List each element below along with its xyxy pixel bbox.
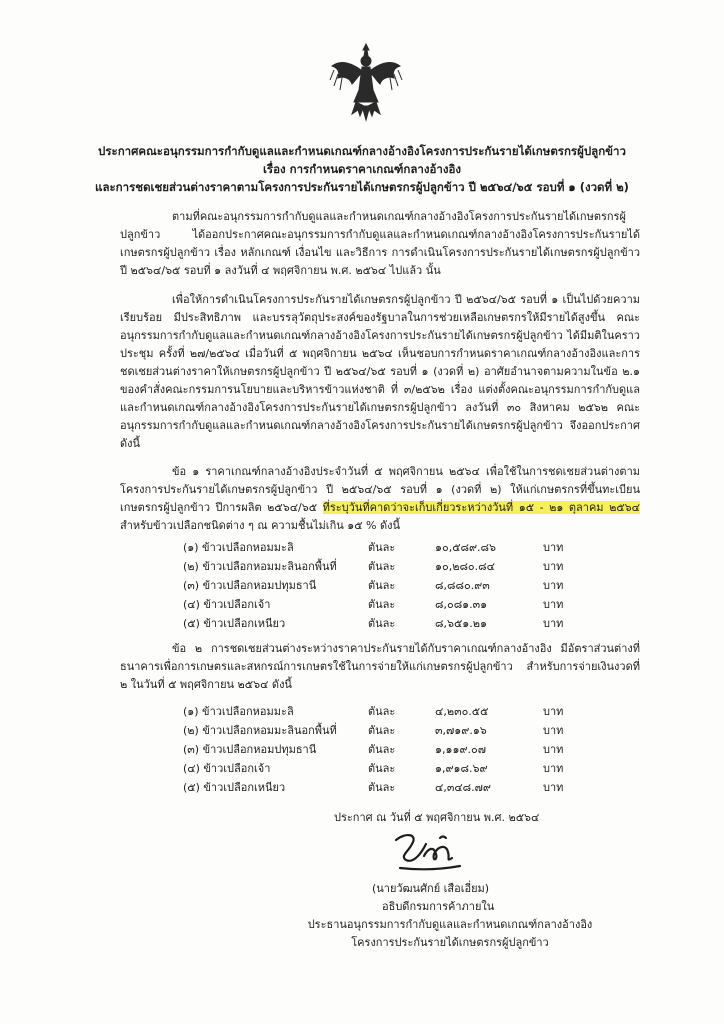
rice-type: (๕) ข้าวเปลือกเหนียว — [183, 617, 286, 630]
rice-type: (๓) ข้าวเปลือกหอมปทุมธานี — [183, 579, 317, 592]
compensation: ๑,๑๑๙.๐๗ — [435, 743, 486, 756]
highlighted-harvest-dates: ที่ระบุวันที่คาดว่าจะเก็บเกี่ยวระหว่างวันที่ ๑๕ - ๒๑ ตุลาคม ๒๕๖๔ — [322, 501, 640, 514]
unit: ตันละ — [368, 781, 396, 794]
unit: ตันละ — [368, 743, 396, 756]
clause-2 — [120, 640, 640, 696]
paragraph-preamble-text: ตามที่คณะอนุกรรมการกำกับดูแลและกำหนดเกณฑ์กลางอ้างอิงโครงการประกันรายได้เกษตรกรผู้ปลูกข้าว ได้ออกประกาศคณะอนุกรรมการกำกับดูแลและกำหนดเกณฑ์กลางอ้างอิงโครงการประกันรายได้เกษตรกรผู้ปลูกข้าว เรื่อง หลักเกณฑ์ เงื่อนไข และวิธีการ การดำเนินโครงการประกันรายได้เกษตรกรผู้ปลูกข้าว ปี ๒๕๖๔/๖๕ รอบที่ ๑ ลงวันที่ ๔ พฤศจิกายน พ.ศ. ๒๕๖๔ ไปแล้ว นั้น — [120, 210, 640, 277]
currency: บาท — [543, 617, 564, 630]
currency: บาท — [543, 560, 564, 573]
compensation: ๔,๓๔๘.๗๙ — [435, 781, 491, 794]
clause-1-tail: สำหรับข้าวเปลือกชนิดต่าง ๆ ณ ความชื้นไม่เกิน ๑๕ % ดังนี้ — [120, 519, 401, 532]
rice-type: (๔) ข้าวเปลือกเจ้า — [183, 598, 271, 611]
currency: บาท — [543, 598, 564, 611]
rice-type: (๒) ข้าวเปลือกหอมมะลินอกพื้นที่ — [183, 560, 337, 573]
clause-1-text: ข้อ ๑ ราคาเกณฑ์กลางอ้างอิงประจำวันที่ ๕ พฤศจิกายน ๒๕๖๔ เพื่อใช้ในการชดเชยส่วนต่างตามโครงการประกันรายได้เกษตรกรผู้ปลูกข้าว ปี ๒๕๖๔/๖๕ รอบที่ ๑ (งวดที่ ๒) ให้แก่เกษตรกรที่ขึ้นทะเบียนเกษตรกรผู้ปลูกข้าว ปีการผลิต ๒๕๖๔/๖๕ — [120, 465, 640, 514]
clause-1 — [120, 463, 640, 535]
handwritten-signature — [388, 826, 468, 874]
price: ๘,๘๘๐.๙๓ — [435, 579, 490, 592]
currency: บาท — [543, 724, 564, 737]
currency: บาท — [543, 579, 564, 592]
rice-type: (๒) ข้าวเปลือกหอมมะลินอกพื้นที่ — [183, 724, 337, 737]
title-line-1: ประกาศคณะอนุกรรมการกำกับดูแลและกำหนดเกณฑ์กลางอ้างอิงโครงการประกันรายได้เกษตรกรผู้ปลูกข้าว — [98, 144, 626, 158]
unit: ตันละ — [368, 705, 396, 718]
rice-type: (๔) ข้าวเปลือกเจ้า — [183, 762, 271, 775]
price: ๑๐,๒๘๐.๘๔ — [435, 560, 495, 573]
signer-title: อธิบดีกรมการค้าภายใน — [382, 900, 495, 913]
compensation: ๑,๙๑๘.๖๙ — [435, 762, 488, 775]
price: ๘,๖๕๑.๒๑ — [435, 617, 488, 630]
price: ๑๐,๕๘๙.๘๖ — [435, 541, 497, 554]
signer-name: (นายวัฒนศักย์ เสือเอี่ยม) — [372, 882, 490, 895]
signer-project: โครงการประกันรายได้เกษตรกรผู้ปลูกข้าว — [351, 936, 549, 949]
currency: บาท — [543, 705, 564, 718]
clause-2-text: ข้อ ๒ การชดเชยส่วนต่างระหว่างราคาประกันรายได้กับราคาเกณฑ์กลางอ้างอิง มีอัตราส่วนต่างที่ธนาคารเพื่อการเกษตรและสหกรณ์การเกษตรใช้ในการจ่ายให้แก่เกษตรกรผู้ปลูกข้าว สำหรับการจ่ายเงินงวดที่ ๒ ในวันที่ ๕ พฤศจิกายน ๒๕๖๔ ดังนี้ — [120, 642, 640, 691]
paragraph-resolution — [120, 291, 640, 453]
currency: บาท — [543, 743, 564, 756]
rice-type: (๑) ข้าวเปลือกหอมมะลิ — [183, 541, 294, 554]
unit: ตันละ — [368, 598, 396, 611]
garuda-emblem-icon — [328, 40, 404, 122]
paragraph-resolution-text: เพื่อให้การดำเนินโครงการประกันรายได้เกษตรกรผู้ปลูกข้าว ปี ๒๕๖๔/๖๕ รอบที่ ๑ เป็นไปด้วยความเรียบร้อย มีประสิทธิภาพ และบรรลุวัตถุประสงค์ของรัฐบาลในการช่วยเหลือเกษตรกรให้มีรายได้สูงขึ้น คณะอนุกรรมการกำกับดูแลและกำหนดเกณฑ์กลางอ้างอิงโครงการประกันรายได้เกษตรกรผู้ปลูกข้าว ได้มีมติในคราวประชุม ครั้งที่ ๒๗/๒๕๖๔ เมื่อวันที่ ๕ พฤศจิกายน ๒๕๖๔ เห็นชอบการกำหนดราคาเกณฑ์กลางอ้างอิงและการชดเชยส่วนต่างราคาให้เกษตรกรผู้ปลูกข้าว ปี ๒๕๖๔/๖๕ รอบที่ ๑ (งวดที่ ๒) อาศัยอำนาจตามความในข้อ ๒.๑ ของคำสั่งคณะกรรมการนโยบายและบริหารข้าวแห่งชาติ ที่ ๓/๒๕๖๒ เรื่อง แต่งตั้งคณะอนุกรรมการกำกับดูแลและกำหนดเกณฑ์กลางอ้างอิงโครงการประกันรายได้เกษตรกรผู้ปลูกข้าว ลงวันที่ ๓๐ สิงหาคม ๒๕๖๒ คณะอนุกรรมการกำกับดูแลและกำหนดเกณฑ์กลางอ้างอิงโครงการประกันรายได้เกษตรกรผู้ปลูกข้าว จึงออกประกาศ ดังนี้ — [120, 293, 640, 450]
unit: ตันละ — [368, 724, 396, 737]
announcement-date: ประกาศ ณ วันที่ ๕ พฤศจิกายน พ.ศ. ๒๕๖๔ — [334, 811, 540, 824]
unit: ตันละ — [368, 541, 396, 554]
signer-committee: ประธานอนุกรรมการกำกับดูแลและกำหนดเกณฑ์กลางอ้างอิง — [307, 918, 593, 931]
unit: ตันละ — [368, 560, 396, 573]
title-line-2: เรื่อง การกำหนดราคาเกณฑ์กลางอ้างอิง — [262, 162, 462, 176]
rice-type: (๕) ข้าวเปลือกเหนียว — [183, 781, 286, 794]
unit: ตันละ — [368, 579, 396, 592]
compensation: ๓,๗๑๙.๑๖ — [435, 724, 487, 737]
unit: ตันละ — [368, 617, 396, 630]
currency: บาท — [543, 762, 564, 775]
price: ๘,๐๘๑.๓๑ — [435, 598, 488, 611]
currency: บาท — [543, 541, 564, 554]
rice-type: (๓) ข้าวเปลือกหอมปทุมธานี — [183, 743, 317, 756]
currency: บาท — [543, 781, 564, 794]
title-line-3: และการชดเชยส่วนต่างราคาตามโครงการประกันรายได้เกษตรกรผู้ปลูกข้าว ปี ๒๕๖๔/๖๕ รอบที่ ๑ (งวดที่ ๒) — [95, 180, 629, 194]
unit: ตันละ — [368, 762, 396, 775]
paragraph-preamble — [120, 208, 640, 280]
rice-type: (๑) ข้าวเปลือกหอมมะลิ — [183, 705, 294, 718]
compensation: ๔,๒๓๐.๕๕ — [435, 705, 489, 718]
